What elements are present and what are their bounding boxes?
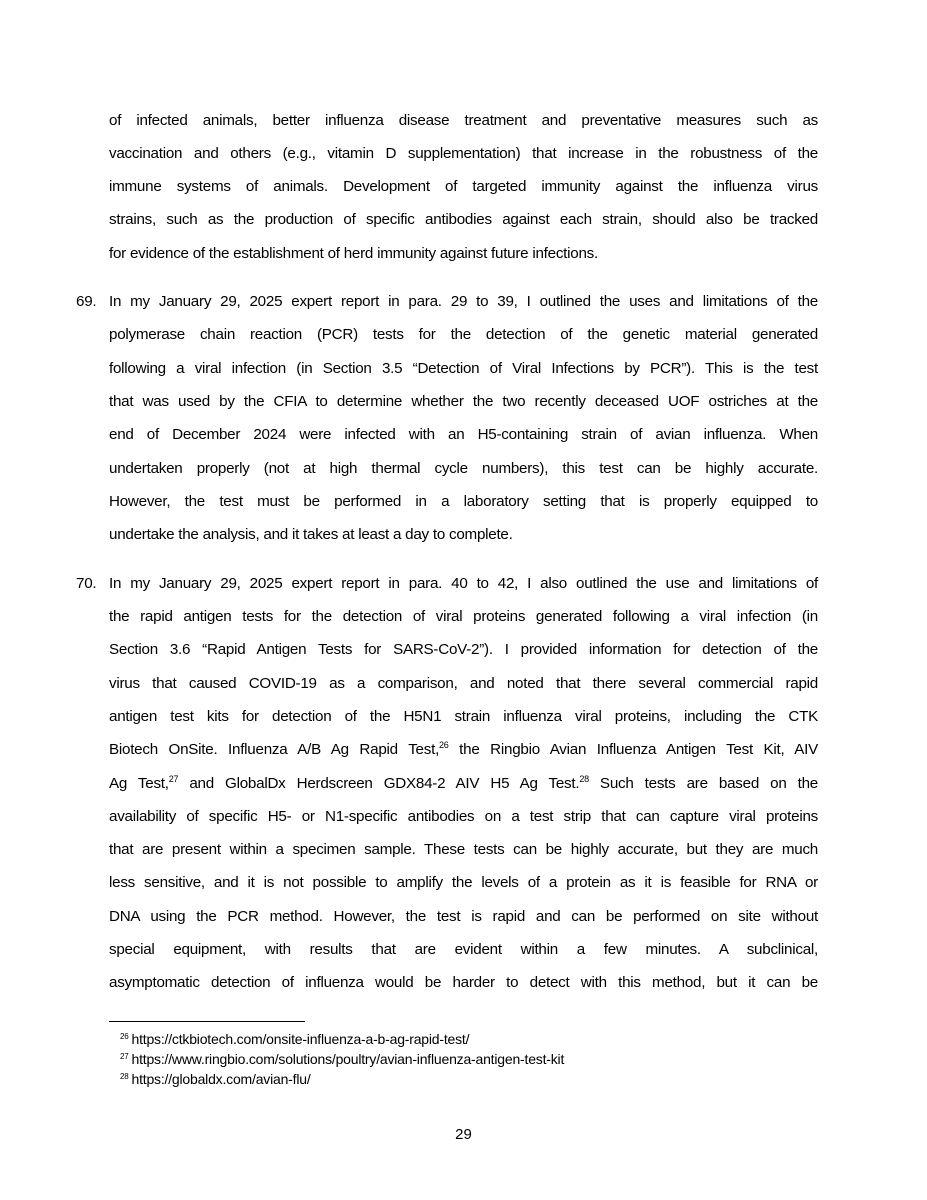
- footnote-27: [120, 1050, 564, 1068]
- text-line: that was used by the CFIA to determine whether the two recently deceased UOF ostriches at the: [109, 393, 818, 410]
- text-line: asymptomatic detection of influenza would be harder to detect with this method, but it can be: [109, 974, 818, 991]
- text-line: the rapid antigen tests for the detection of viral proteins generated following a viral infection (in: [109, 608, 818, 625]
- footnote-link[interactable]: https://www.ringbio.com/solutions/poultry/avian-influenza-antigen-test-kit: [131, 1051, 565, 1067]
- text-line: undertaken properly (not at high thermal cycle numbers), this test can be highly accurate.: [109, 460, 818, 477]
- text-line: end of December 2024 were infected with an H5-containing strain of avian influenza. When: [109, 426, 818, 443]
- footnote-number: 26: [120, 1032, 129, 1041]
- footnote-link[interactable]: https://ctkbiotech.com/onsite-influenza-a-b-ag-rapid-test/: [131, 1031, 470, 1047]
- text-line: availability of specific H5- or N1-specific antibodies on a test strip that can capture viral proteins: [109, 808, 818, 825]
- footnote-ref-28[interactable]: 28: [579, 774, 589, 784]
- footnote-ref-26[interactable]: 26: [439, 740, 449, 750]
- paragraph-number: 70.: [76, 575, 97, 592]
- text-line: vaccination and others (e.g., vitamin D supplementation) that increase in the robustness of the: [109, 145, 818, 162]
- footnote-26: [120, 1030, 469, 1048]
- text-line: Section 3.6 “Rapid Antigen Tests for SARS-CoV-2”). I provided information for detection of the: [109, 641, 818, 658]
- text-line: polymerase chain reaction (PCR) tests for the detection of the genetic material generated: [109, 326, 818, 343]
- page-number: 29: [455, 1126, 472, 1143]
- text-segment: Such tests are based on the: [588, 775, 818, 792]
- footnote-28: [120, 1070, 311, 1088]
- text-line: However, the test must be performed in a laboratory setting that is properly equipped to: [109, 493, 818, 510]
- text-line: for evidence of the establishment of herd immunity against future infections.: [109, 245, 598, 262]
- text-segment: Biotech OnSite. Influenza A/B Ag Rapid Test,: [109, 741, 440, 758]
- text-line: In my January 29, 2025 expert report in para. 40 to 42, I also outlined the use and limitations of: [109, 575, 818, 592]
- footnote-number: 28: [120, 1072, 129, 1081]
- text-line-with-footnotes-27-28: [109, 774, 818, 794]
- footnote-link[interactable]: https://globaldx.com/avian-flu/: [131, 1071, 311, 1087]
- text-line: immune systems of animals. Development of targeted immunity against the influenza virus: [109, 178, 818, 195]
- text-line: following a viral infection (in Section 3.5 “Detection of Viral Infections by PCR”). This is the test: [109, 360, 818, 377]
- text-line-with-footnote-26: [109, 740, 818, 760]
- text-segment: Ag Test,: [109, 775, 169, 792]
- text-line: virus that caused COVID-19 as a comparison, and noted that there several commercial rapid: [109, 675, 818, 692]
- text-line: DNA using the PCR method. However, the test is rapid and can be performed on site without: [109, 908, 818, 925]
- text-line: that are present within a specimen sample. These tests can be highly accurate, but they are much: [109, 841, 818, 858]
- text-line: undertake the analysis, and it takes at least a day to complete.: [109, 526, 513, 543]
- text-line: strains, such as the production of specific antibodies against each strain, should also be tracked: [109, 211, 818, 228]
- text-line: less sensitive, and it is not possible to amplify the levels of a protein as it is feasible for RNA or: [109, 874, 818, 891]
- footnote-ref-27[interactable]: 27: [168, 774, 179, 784]
- footnote-separator: [109, 1021, 305, 1022]
- text-line: antigen test kits for detection of the H5N1 strain influenza viral proteins, including the CTK: [109, 708, 818, 725]
- text-segment: and GlobalDx Herdscreen GDX84-2 AIV H5 Ag Test.: [178, 775, 580, 792]
- text-segment: the Ringbio Avian Influenza Antigen Test Kit, AIV: [448, 741, 818, 758]
- footnote-number: 27: [120, 1052, 129, 1061]
- paragraph-number: 69.: [76, 293, 97, 310]
- text-line: of infected animals, better influenza disease treatment and preventative measures such as: [109, 112, 818, 129]
- text-line: In my January 29, 2025 expert report in para. 29 to 39, I outlined the uses and limitations of the: [109, 293, 818, 310]
- text-line: special equipment, with results that are evident within a few minutes. A subclinical,: [109, 941, 818, 958]
